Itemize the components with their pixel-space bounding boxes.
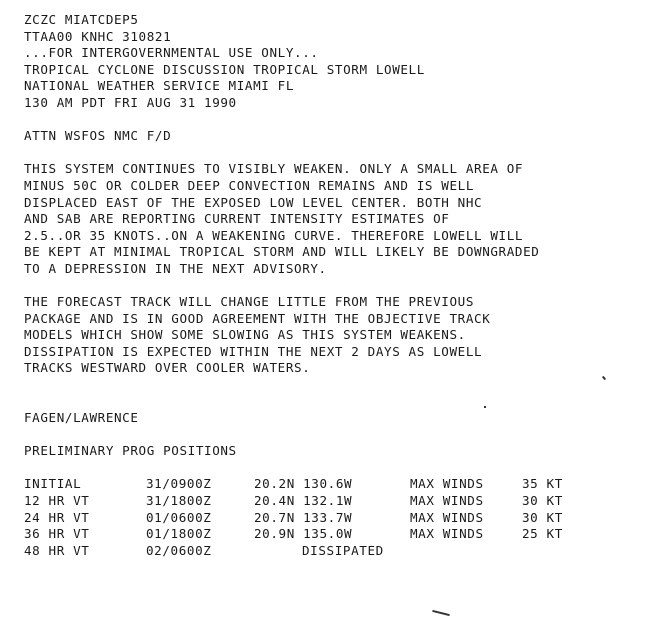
winds-value: 35 KT <box>522 476 563 492</box>
paragraph-line: DISSIPATION IS EXPECTED WITHIN THE NEXT 2 DAYS AS LOWELL <box>24 343 483 359</box>
attn-line: ATTN WSFOS NMC F/D <box>24 128 172 144</box>
forecast-position: 20.9N 135.0W <box>254 526 353 542</box>
paragraph-line: TO A DEPRESSION IN THE NEXT ADVISORY. <box>24 260 327 276</box>
winds-value: 25 KT <box>522 526 563 542</box>
forecast-label: 36 HR VT <box>24 526 90 542</box>
prog-positions-table <box>24 476 664 559</box>
table-row-final <box>24 543 664 560</box>
forecast-position: 20.7N 133.7W <box>254 509 353 525</box>
header-block <box>24 12 664 112</box>
paragraph-line: MODELS WHICH SHOW SOME SLOWING AS THIS SYSTEM WEAKENS. <box>24 327 466 343</box>
table-row <box>24 510 664 527</box>
paragraph-line: BE KEPT AT MINIMAL TROPICAL STORM AND WILL LIKELY BE DOWNGRADED <box>24 244 540 260</box>
discussion-document <box>24 12 664 559</box>
spacer <box>24 427 664 444</box>
forecast-time: 01/1800Z <box>146 526 212 542</box>
paragraph-line: PACKAGE AND IS IN GOOD AGREEMENT WITH THE OBJECTIVE TRACK <box>24 310 491 326</box>
scan-speck <box>432 610 450 616</box>
paragraph-2 <box>24 294 664 377</box>
forecast-label: INITIAL <box>24 476 82 492</box>
paragraph-line: TRACKS WESTWARD OVER COOLER WATERS. <box>24 360 311 376</box>
forecast-label: 12 HR VT <box>24 493 90 509</box>
forecast-position: 20.4N 132.1W <box>254 493 353 509</box>
paragraph-line: THE FORECAST TRACK WILL CHANGE LITTLE FROM THE PREVIOUS <box>24 294 475 310</box>
forecast-label: 24 HR VT <box>24 509 90 525</box>
spacer <box>24 377 664 410</box>
header-line: TROPICAL CYCLONE DISCUSSION TROPICAL STORM LOWELL <box>24 61 425 77</box>
spacer <box>24 145 664 162</box>
forecasters-line: FAGEN/LAWRENCE <box>24 410 139 426</box>
forecast-time: 31/1800Z <box>146 493 212 509</box>
table-row <box>24 493 664 510</box>
scan-speck <box>484 406 486 408</box>
paragraph-line: MINUS 50C OR COLDER DEEP CONVECTION REMAINS AND IS WELL <box>24 177 475 193</box>
header-line: ...FOR INTERGOVERNMENTAL USE ONLY... <box>24 45 319 61</box>
forecast-time: 01/0600Z <box>146 509 212 525</box>
winds-label: MAX WINDS <box>410 476 484 492</box>
paragraph-line: DISPLACED EAST OF THE EXPOSED LOW LEVEL CENTER. BOTH NHC <box>24 194 483 210</box>
winds-value: 30 KT <box>522 509 563 525</box>
forecast-label: 48 HR VT <box>24 542 90 558</box>
winds-label: MAX WINDS <box>410 509 484 525</box>
forecast-time: 02/0600Z <box>146 542 212 558</box>
table-row <box>24 526 664 543</box>
spacer <box>24 278 664 295</box>
header-line: 130 AM PDT FRI AUG 31 1990 <box>24 94 237 110</box>
header-line: TTAA00 KNHC 310821 <box>24 28 172 44</box>
winds-label: MAX WINDS <box>410 526 484 542</box>
header-line: NATIONAL WEATHER SERVICE MIAMI FL <box>24 78 295 94</box>
paragraph-line: THIS SYSTEM CONTINUES TO VISIBLY WEAKEN. ONLY A SMALL AREA OF <box>24 161 524 177</box>
prog-title: PRELIMINARY PROG POSITIONS <box>24 443 237 459</box>
table-row <box>24 476 664 493</box>
winds-value: 30 KT <box>522 493 563 509</box>
spacer <box>24 112 664 129</box>
paragraph-line: AND SAB ARE REPORTING CURRENT INTENSITY ESTIMATES OF <box>24 211 450 227</box>
paragraph-line: 2.5..OR 35 KNOTS..ON A WEAKENING CURVE. THEREFORE LOWELL WILL <box>24 227 524 243</box>
dissipated-status: DISSIPATED <box>302 542 384 558</box>
paragraph-1 <box>24 161 664 277</box>
forecast-time: 31/0900Z <box>146 476 212 492</box>
forecast-position: 20.2N 130.6W <box>254 476 353 492</box>
header-line: ZCZC MIATCDEP5 <box>24 12 139 27</box>
winds-label: MAX WINDS <box>410 493 484 509</box>
spacer <box>24 460 664 477</box>
